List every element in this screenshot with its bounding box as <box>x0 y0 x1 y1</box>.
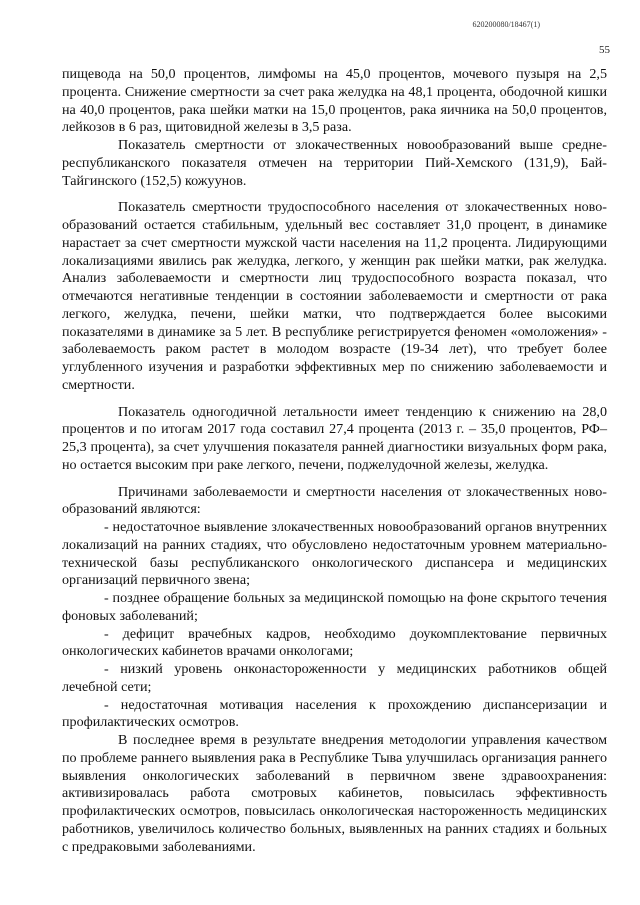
paragraph-mortality-districts: Показатель смертности от злокачественных новообразований выше средне-республиканского показателя отмечен на территории Пий-Хемского (131,9), Бай-Тайгинского (152,5) кожуунов. <box>62 137 607 189</box>
list-item-low-alertness: - низкий уровень онконастороженности у медицинских работников общей лечебной сети; <box>62 661 607 695</box>
page-number: 55 <box>599 44 610 56</box>
paragraph-one-year-lethality: Показатель одногодичной летальности имеет тенденцию к снижению на 28,0 процентов и по итогам 2017 года составил 27,4 процента (2013 г. – 35,0 процентов, РФ– 25,3 процента), за счет улучшения показателя ранней диагностики визуальных форм рака, но остается высоким при раке легкого, печени, поджелудочной железы, желудка. <box>62 403 607 473</box>
paragraph-continuation: пищевода на 50,0 процентов, лимфомы на 45,0 процентов, мочевого пузыря на 2,5 процента. Снижение смертности за счет рака желудка на 48,1 процента, ободочной кишки на 40,0 процентов, рака шейки матки на 15,0 процентов, рака яичника на 50,0 процентов, лейкозов в 6 раз, щитовидной железы в 3,5 раза. <box>62 66 607 136</box>
list-item-motivation: - недостаточная мотивация населения к прохождению диспансеризации и профилактических осмотров. <box>62 696 607 731</box>
paragraph-causes-intro: Причинами заболеваемости и смертности населения от злокачественных ново-образований являются: <box>62 483 607 518</box>
list-item-late-visit: - позднее обращение больных за медицинской помощью на фоне скрытого течения фоновых заболеваний; <box>62 590 607 624</box>
paragraph-working-age-mortality: Показатель смертности трудоспособного населения от злокачественных ново-образований остается стабильным, удельный вес составляет 31,0 процент, в динамике нарастает за счет смертности мужской части населения на 11,2 процента. Лидирующими локализациями явились рак желудка, легкого, у женщин рак шейки матки, рак желудка. Анализ заболеваемости и смертности лиц трудоспособного возраста показал, что отмечаются негативные тенденции в состоянии заболеваемости и смертности от рака легкого, желудка, печени, шейки матки, что подтверждается более высокими показателями в динамике за 5 лет. В республике регистрируется феномен «омоложения» - заболеваемость раком растет в молодом возрасте (19-34 лет), что требует более углубленного изучения и разработки эффективных мер по снижению заболеваемости и смертности. <box>62 199 607 393</box>
document-body <box>62 66 607 856</box>
document-id: 620200080/18467(1) <box>472 20 540 29</box>
list-item-staff-deficit: - дефицит врачебных кадров, необходимо доукомплектование первичных онкологических кабинетов врачами онкологами; <box>62 625 607 660</box>
list-item-detection: - недостаточное выявление злокачественных новообразований органов внутренних локализаций на ранних стадиях, что обусловлено недостаточным уровнем материально-технической базы республиканского онкологического диспансера и медицинских организаций первичного звена; <box>62 519 607 589</box>
paragraph-quality-management: В последнее время в результате внедрения методологии управления качеством по проблеме раннего выявления рака в Республике Тыва улучшилась организация раннего выявления онкологических заболеваний в первичном звене здравоохранения: активизировалась работа смотровых кабинетов, повысилась эффективность профилактических осмотров, повысилась онкологическая настороженность медицинских работников, увеличилось количество больных, выявленных на ранних стадиях и больных с предраковыми заболеваниями. <box>62 732 607 855</box>
